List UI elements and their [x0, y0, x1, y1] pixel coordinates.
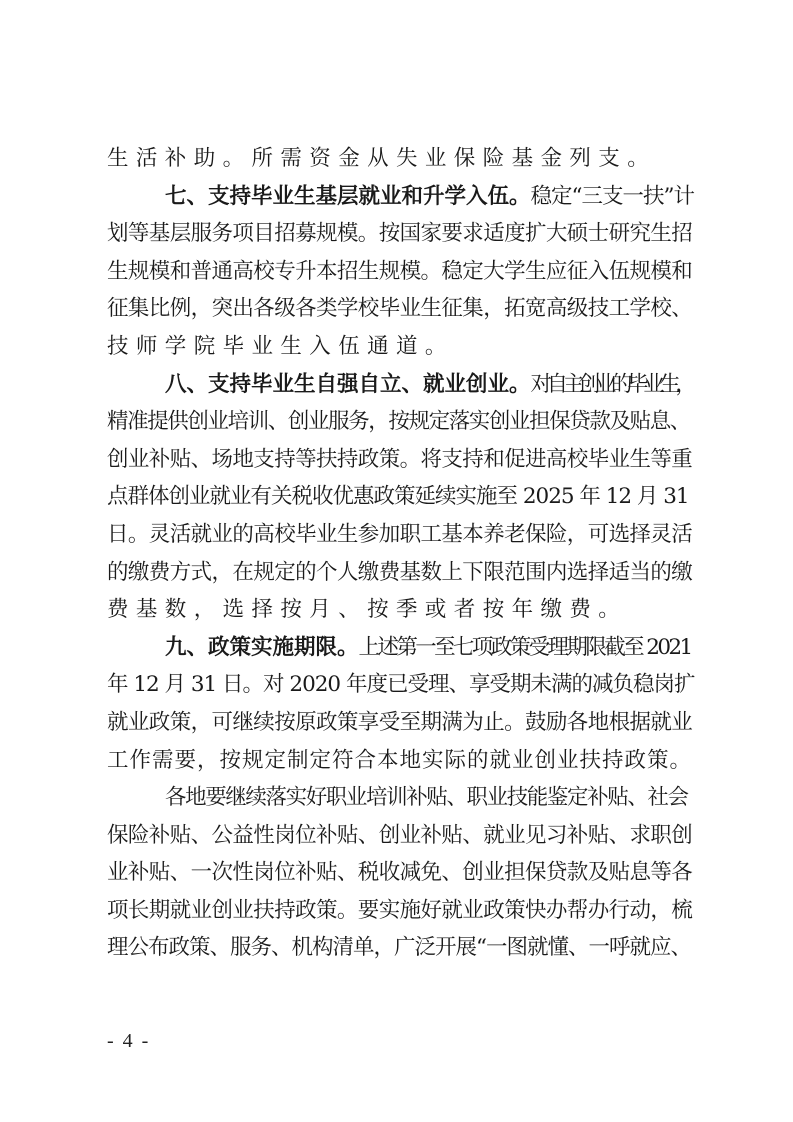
line-text: 就业政策，可继续按原政策享受至期满为止。鼓励各地根据就业	[107, 709, 693, 735]
line-text: 点群体创业就业有关税收优惠政策延续实施至 2025 年 12 月 31	[107, 484, 689, 510]
text-line	[107, 742, 695, 780]
text-line	[107, 290, 695, 328]
text-line	[107, 892, 695, 930]
section-heading: 八、支持毕业生自强自立、就业创业。	[165, 371, 531, 397]
text-line	[107, 366, 695, 404]
line-text: 划等基层服务项目招募规模。按国家要求适度扩大硕士研究生招	[107, 221, 693, 247]
section-heading: 九、政策实施期限。	[165, 634, 359, 660]
text-line	[107, 779, 695, 817]
text-line	[107, 441, 695, 479]
line-text: 日。灵活就业的高校毕业生参加职工基本养老保险，可选择灵活	[107, 521, 693, 547]
text-line	[107, 666, 695, 704]
section-heading: 七、支持毕业生基层就业和升学入伍。	[165, 183, 531, 209]
line-text: 生活补助。所需资金从失业保险基金列支。	[107, 146, 657, 171]
text-line	[107, 516, 695, 554]
line-text: 各地要继续落实好职业培训补贴、职业技能鉴定补贴、社会	[165, 785, 688, 811]
line-text: 技师学院毕业生入伍通道。	[107, 333, 454, 359]
page-number: - 4 -	[107, 1030, 151, 1052]
text-line	[107, 629, 695, 667]
line-text: 上述第一至七项政策受理期限截至 2021	[358, 634, 691, 660]
line-text: 对自主创业的毕业生，	[530, 371, 692, 397]
text-line	[107, 178, 695, 216]
line-text: 费基数，选择按月、按季或者按年缴费。	[107, 597, 628, 623]
line-text: 理公布政策、服务、机构清单，广泛开展“一图就懂、一呼就应、	[107, 935, 691, 961]
line-text: 业补贴、一次性岗位补贴、税收减免、创业担保贷款及贴息等各	[107, 860, 693, 886]
text-line	[107, 554, 695, 592]
text-line	[107, 591, 695, 629]
line-text: 项长期就业创业扶持政策。要实施好就业政策快办帮办行动，梳	[107, 897, 693, 923]
line-text: 稳定“三支一扶”计	[530, 183, 694, 209]
text-line	[107, 817, 695, 855]
text-line	[107, 328, 695, 366]
body-text	[107, 140, 695, 967]
line-text: 的缴费方式，在规定的个人缴费基数上下限范围内选择适当的缴	[107, 559, 693, 585]
text-line	[107, 403, 695, 441]
text-line	[107, 704, 695, 742]
line-text: 创业补贴、场地支持等扶持政策。将支持和促进高校毕业生等重	[107, 446, 693, 472]
text-line	[107, 140, 695, 178]
line-text: 保险补贴、公益性岗位补贴、创业补贴、就业见习补贴、求职创	[107, 822, 693, 848]
line-text: 征集比例，突出各级各类学校毕业生征集，拓宽高级技工学校、	[107, 296, 693, 322]
text-line	[107, 854, 695, 892]
line-text: 生规模和普通高校专升本招生规模。稳定大学生应征入伍规模和	[107, 258, 693, 284]
text-line	[107, 478, 695, 516]
line-text: 精准提供创业培训、创业服务，按规定落实创业担保贷款及贴息、	[107, 409, 690, 435]
line-text: 工作需要，按规定制定符合本地实际的就业创业扶持政策。	[107, 747, 693, 773]
text-line	[107, 929, 695, 967]
line-text: 年 12 月 31 日。对 2020 年度已受理、享受期未满的减负稳岗扩	[107, 672, 695, 698]
text-line	[107, 253, 695, 291]
text-line	[107, 215, 695, 253]
